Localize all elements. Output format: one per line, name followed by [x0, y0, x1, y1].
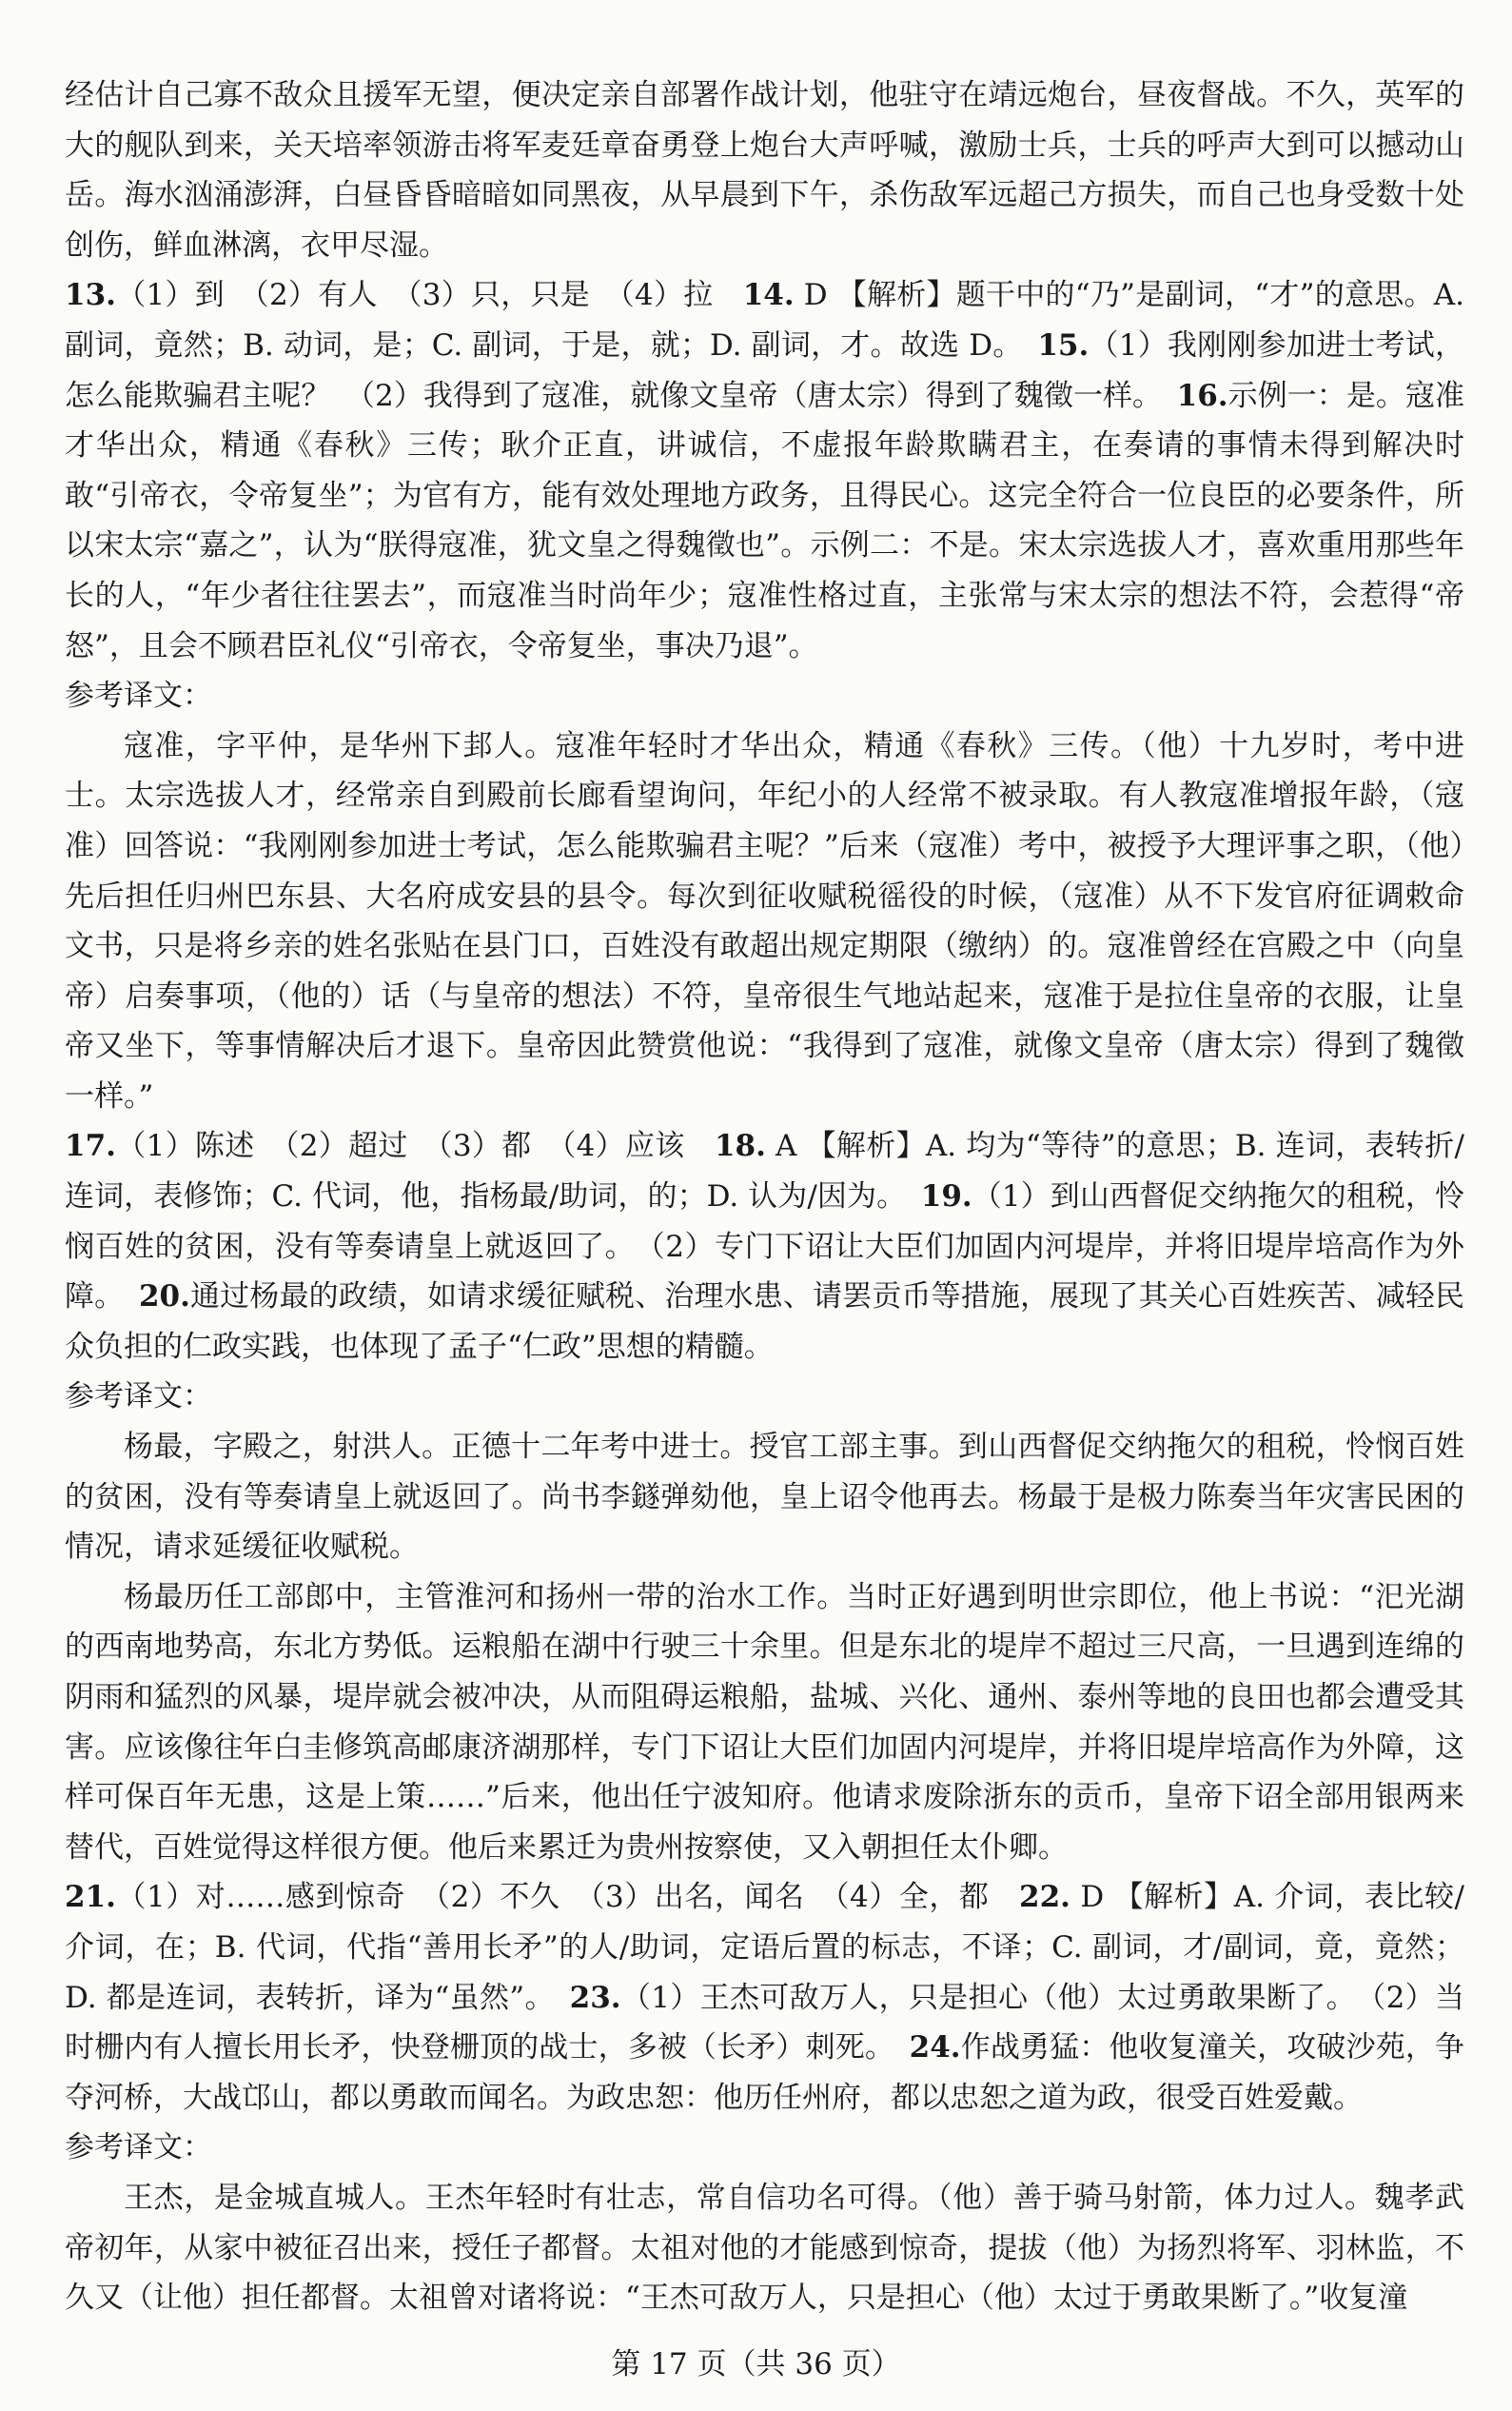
text-run: 参考译文：: [65, 2130, 212, 2165]
text-run: 杨最历任工部郎中，主管淮河和扬州一带的治水工作。当时正好遇到明世宗即位，他上书说：“汜光湖的西南地势高，东北方势低。运粮船在湖中行驶三十余里。但是东北的堤岸不超过三尺高，一旦遇到连绵的阴雨和猛烈的风暴，堤岸就会被冲决，从而阻碍运粮船，盐城、兴化、通州、泰州等地的良田也都会遭受其害。应该像往年白圭修筑高邮康济湖那样，专门下诏让大臣们加固内河堤岸，并将旧堤岸培高作为外障，这样可保百年无患，这是上策……”后来，他出任宁波知府。他请求废除浙东的贡币，皇帝下诏全部用银两来替代，百姓觉得这样很方便。他后来累迁为贵州按察使，又入朝担任太仆卿。: [65, 1579, 1464, 1865]
question-number: 22.: [1019, 1880, 1070, 1915]
paragraph-p4: [65, 721, 1464, 1122]
text-run: 王杰，是金城直城人。王杰年轻时有壮志，常自信功名可得。（他）善于骑马射箭，体力过人。魏孝武帝初年，从家中被征召出来，授任子都督。太祖对他的才能感到惊奇，提拔（他）为扬烈将军、羽林监，不久又（让他）担任都督。太祖曾对诸将说：“王杰可敌万人，只是担心（他）太过于勇敢果断了。”收复潼: [65, 2180, 1464, 2316]
text-run: 经估计自己寡不敌众且援军无望，便决定亲自部署作战计划，他驻守在靖远炮台，昼夜督战。不久，英军的大的舰队到来，关天培率领游击将军麦廷章奋勇登上炮台大声呼喊，激励士兵，士兵的呼声大到可以撼动山岳。海水汹涌澎湃，白昼昏昏暗暗如同黑夜，从早晨到下午，杀伤敌军远超己方损失，而自己也身受数十处创伤，鲜血淋漓，衣甲尽湿。: [65, 78, 1464, 263]
paragraph-p2: [65, 270, 1464, 671]
paragraph-p1: [65, 70, 1464, 270]
paragraph-p8: [65, 1572, 1464, 1873]
paragraph-p7: [65, 1422, 1464, 1572]
text-run: （1）对……感到惊奇 （2）不久 （3）出名，闻名 （4）全，都: [115, 1880, 1019, 1915]
text-run: 作战勇猛：他收复潼关，攻破沙苑，争夺河桥，大战邙山，都以勇敢而闻名。为政忠恕：他历任州府，都以忠恕之道为政，很受百姓爱戴。: [65, 2030, 1465, 2115]
question-number: 19.: [920, 1179, 972, 1215]
text-run: A 【解析】A. 均为“等待”的意思；B. 连词，表转折/连词，表修饰；C. 代词，他，指杨最/助词，的；D. 认为/因为。: [65, 1129, 1465, 1215]
paragraph-p3: [65, 671, 1464, 721]
text-run: （1）到山西督促交纳拖欠的租税，怜悯百姓的贫困，没有等奏请皇上就返回了。 （2）专门下诏让大臣们加固内河堤岸，并将旧堤岸培高作为外障。: [65, 1179, 1464, 1314]
question-number: 18.: [714, 1129, 766, 1164]
text-run: 示例一：是。寇准才华出众，精通《春秋》三传；耿介正直，讲诚信，不虚报年龄欺瞒君主，在奏请的事情未得到解决时敢“引帝衣，令帝复坐”；为官有方，能有效处理地方政务，且得民心。这完全符合一位良臣的必要条件，所以宋太宗“嘉之”，认为“朕得寇准，犹文皇之得魏徵也”。示例二：不是。宋太宗选拔人才，喜欢重用那些年长的人，“年少者往往罢去”，而寇准当时尚年少；寇准性格过直，主张常与宋太宗的想法不符，会惹得“帝怒”，且会不顾君臣礼仪“引帝衣，令帝复坐，事决乃退”。: [65, 378, 1464, 663]
page-number-footer: 第 17 页（共 36 页）: [611, 2347, 901, 2381]
text-run: （1）到 （2）有人 （3）只，只是 （4）拉: [115, 278, 743, 313]
paragraph-p5: [65, 1121, 1464, 1372]
page-body: [65, 70, 1464, 2323]
question-number: 13.: [65, 278, 116, 313]
question-number: 15.: [1037, 327, 1090, 363]
paragraph-p6: [65, 1372, 1464, 1422]
question-number: 17.: [65, 1129, 116, 1164]
text-run: D 【解析】题干中的“乃”是副词，“才”的意思。A. 副词，竟然；B. 动词，是；C. 副词，于是，就；D. 副词，才。故选 D。: [65, 278, 1465, 363]
text-run: （1）王杰可敌万人，只是担心（他）太过勇敢果断了。 （2）当时栅内有人擅长用长矛，快登栅顶的战士，多被（长矛）刺死。: [65, 1980, 1464, 2065]
question-number: 20.: [138, 1279, 190, 1314]
question-number: 23.: [569, 1980, 621, 2015]
question-number: 16.: [1176, 378, 1228, 413]
paragraph-p9: [65, 1872, 1464, 2123]
paragraph-p11: [65, 2173, 1464, 2323]
question-number: 14.: [742, 278, 795, 313]
text-run: 寇准，字平仲，是华州下邽人。寇准年轻时才华出众，精通《春秋》三传。（他）十九岁时，考中进士。太宗选拔人才，经常亲自到殿前长廊看望询问，年纪小的人经常不被录取。有人教寇准增报年龄，（寇准）回答说：“我刚刚参加进士考试，怎么能欺骗君主呢？”后来（寇准）考中，被授予大理评事之职，（他）先后担任归州巴东县、大名府成安县的县令。每次到征收赋税徭役的时候，（寇准）从不下发官府征调敕命文书，只是将乡亲的姓名张贴在县门口，百姓没有敢超出规定期限（缴纳）的。寇准曾经在宫殿之中（向皇帝）启奏事项，（他的）话（与皇帝的想法）不符，皇帝很生气地站起来，寇准于是拉住皇帝的衣服，让皇帝又坐下，等事情解决后才退下。皇帝因此赞赏他说：“我得到了寇准，就像文皇帝（唐太宗）得到了魏徵一样。”: [65, 728, 1464, 1114]
text-run: （1）陈述 （2）超过 （3）都 （4）应该: [115, 1129, 715, 1164]
text-run: 参考译文：: [65, 679, 212, 714]
paragraph-p10: [65, 2123, 1464, 2173]
text-run: （1）我刚刚参加进士考试，怎么能欺骗君主呢？ （2）我得到了寇准，就像文皇帝（唐太宗）得到了魏徵一样。: [65, 327, 1464, 413]
text-run: 杨最，字殿之，射洪人。正德十二年考中进士。授官工部主事。到山西督促交纳拖欠的租税，怜悯百姓的贫困，没有等奏请皇上就返回了。尚书李鐩弹劾他，皇上诏令他再去。杨最于是极力陈奏当年灾害民困的情况，请求延缓征收赋税。: [65, 1430, 1464, 1565]
text-run: 通过杨最的政绩，如请求缓征赋税、治理水患、请罢贡币等措施，展现了其关心百姓疾苦、减轻民众负担的仁政实践，也体现了孟子“仁政”思想的精髓。: [65, 1279, 1465, 1364]
text-run: D 【解析】A. 介词，表比较/介词，在；B. 代词，代指“善用长矛”的人/助词，定语后置的标志，不译；C. 副词，才/副词，竟，竟然；D. 都是连词，表转折，译为“虽然”。: [65, 1880, 1464, 2015]
question-number: 24.: [909, 2030, 961, 2065]
question-number: 21.: [65, 1880, 116, 1915]
text-run: 参考译文：: [65, 1379, 212, 1414]
